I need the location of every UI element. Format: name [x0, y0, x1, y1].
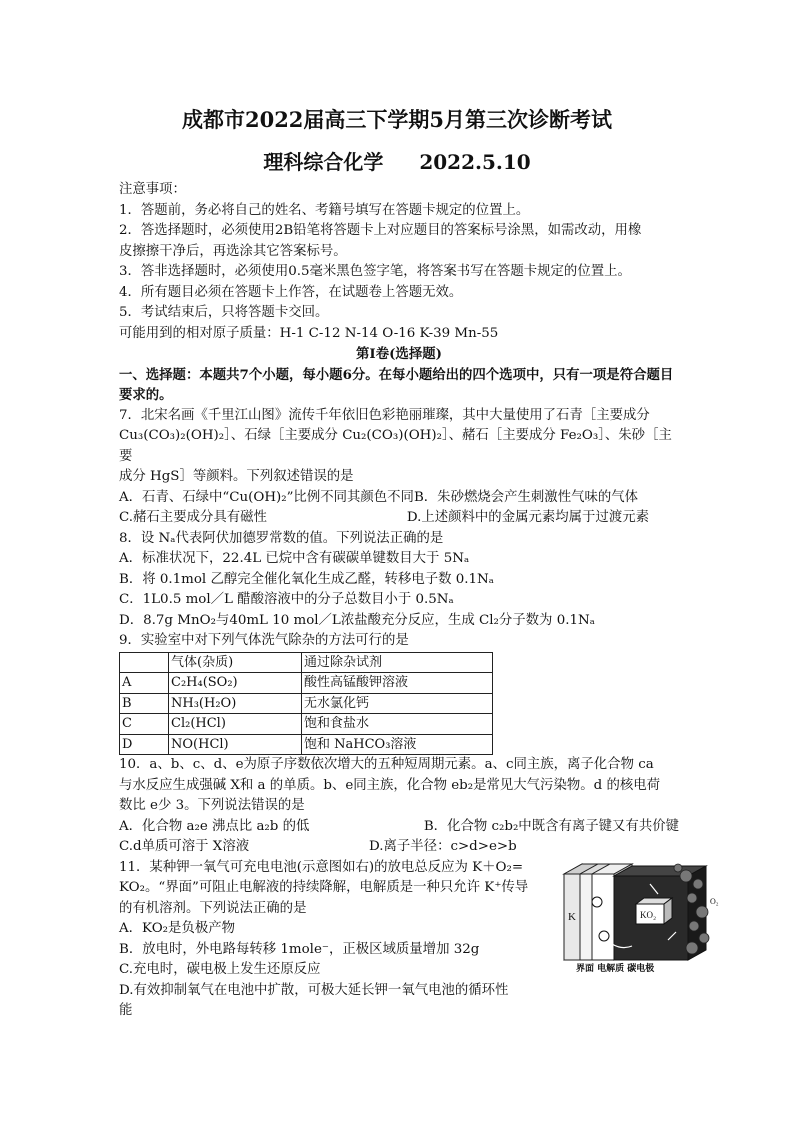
- table-cell: 饱和 NaHCO₃溶液: [302, 734, 493, 755]
- q7-options-row-2: [119, 508, 679, 529]
- table-cell: D: [120, 734, 169, 755]
- table-header-row: [120, 652, 493, 673]
- note-line: 1．答题前，务必将自己的姓名、考籍号填写在答题卡规定的位置上。: [119, 202, 530, 218]
- q11-stem-line: 11．某种钾一氧气可充电电池(示意图如右)的放电总反应为 K＋O₂=: [119, 859, 524, 875]
- q10-option-a: A．化合物 a₂e 沸点比 a₂b 的低: [119, 818, 310, 834]
- note-line: 2．答选择题时，必须使用2B铅笔将答题卡上对应题目的答案标号涂黑，如需改动，用橡: [119, 223, 642, 238]
- table-row: [120, 734, 493, 755]
- q10-stem-line: 与水反应生成强碱 X和 a 的单质。b、e同主族，化合物 eb₂是常见大气污染物。d 的核电荷: [119, 777, 661, 793]
- q11-option-d-line: D.有效抑制氧气在电池中扩散，可极大延长钾一氧气电池的循环性: [119, 982, 509, 998]
- exam-subtitle: [0, 146, 794, 175]
- q10-stem-line: 10．a、b、c、d、e为原子序数依次增大的五种短周期元素。a、c同主族，离子化合物 ca: [119, 757, 654, 772]
- q7-stem-line: Cu₃(CO₃)₂(OH)₂］、石绿［主要成分 Cu₂(CO₃)(OH)₂］、赭石［主要成分 Fe₂O₃］、朱砂［主要: [119, 428, 672, 464]
- q7-options-row-1: [119, 488, 679, 509]
- q10-option-c: C.d单质可溶于 X溶液: [119, 839, 250, 854]
- q10-option-d: D.离子半径：c>d>e>b: [369, 839, 517, 854]
- q9-stem: 9．实验室中对下列气体洗气除杂的方法可行的是: [119, 633, 409, 648]
- q11-option-c: C.充电时，碳电极上发生还原反应: [119, 962, 321, 977]
- q7-option-c: C.赭石主要成分具有磁性: [119, 510, 267, 525]
- label-k: K: [568, 911, 576, 923]
- table-row: [120, 693, 493, 714]
- q11-option-d-line: 能: [119, 1003, 133, 1018]
- exam-date: 2022.5.10: [419, 150, 531, 174]
- q9-table: [119, 652, 493, 756]
- table-cell: 无水氯化钙: [302, 693, 493, 714]
- q10-stem-line: 数比 e少 3。下列说法错误的是: [119, 798, 305, 813]
- table-cell: A: [120, 673, 169, 694]
- table-cell: 酸性高锰酸钾溶液: [302, 673, 493, 694]
- atomic-masses: 可能用到的相对原子质量：H-1 C-12 N-14 O-16 K-39 Mn-55: [119, 325, 499, 341]
- q7-option-a: A．石青、石绿中“Cu(OH)₂”比例不同其颜色不同: [119, 489, 414, 505]
- label-o2: O₂: [710, 897, 719, 906]
- note-line: 3．答非选择题时，必须使用0.5毫米黑色签字笔，将答案书写在答题卡规定的位置上。: [119, 264, 631, 279]
- table-header-cell: 通过除杂试剂: [302, 652, 493, 673]
- note-line: 皮擦擦干净后，再选涂其它答案标号。: [119, 243, 347, 259]
- q11-stem-line: KO₂。“界面”可阻止电解液的持续降解，电解质是一种只允许 K⁺传导: [119, 880, 529, 895]
- q7-stem-line: 成分 HgS］等颜料。下列叙述错误的是: [119, 469, 354, 484]
- table-cell: C: [120, 714, 169, 735]
- section-instruction: 一、选择题：本题共7个小题，每小题6分。在每小题给出的四个选项中，只有一项是符合题目要求的。: [119, 366, 674, 403]
- q11-option-b: B．放电时，外电路每转移 1mole⁻，正极区域质量增加 32g: [119, 941, 480, 957]
- q10-option-b: B．化合物 c₂b₂中既含有离子键又有共价键: [423, 818, 679, 834]
- q7-option-b: B．朱砂燃烧会产生刺激性气味的气体: [413, 489, 639, 505]
- note-line: 4．所有题目必须在答题卡上作答，在试题卷上答题无效。: [119, 284, 463, 300]
- q8-option-c: C．1L0.5 mol／L 醋酸溶液中的分子总数目小于 0.5Nₐ: [119, 592, 454, 607]
- notes-heading: 注意事项：: [119, 182, 186, 197]
- table-cell: B: [120, 693, 169, 714]
- note-line: 5．考试结束后，只将答题卡交回。: [119, 305, 329, 320]
- q7-stem-line: 7．北宋名画《千里江山图》流传千年依旧色彩艳丽璀璨，其中大量使用了石青［主要成分: [119, 407, 650, 423]
- table-cell: NO(HCl): [169, 734, 302, 755]
- q10-options-row-1: [119, 817, 679, 838]
- q7-option-d: D.上述颜料中的金属元素均属于过渡元素: [406, 510, 649, 525]
- table-header-cell: [120, 652, 169, 673]
- q11-stem-line: 的有机溶剂。下列说法正确的是: [119, 900, 307, 916]
- q8-option-a: A．标准状况下，22.4L 已烷中含有碳碳单键数目大于 5Nₐ: [119, 551, 470, 566]
- exam-title: 成都市2022届高三下学期5月第三次诊断考试: [181, 107, 613, 132]
- q8-stem: 8．设 Nₐ代表阿伏加德罗常数的值。下列说法正确的是: [119, 530, 444, 546]
- subject-label: 理科综合化学: [263, 150, 384, 174]
- table-row: [120, 714, 493, 735]
- table-cell: NH₃(H₂O): [169, 693, 302, 714]
- battery-diagram: [552, 854, 722, 974]
- figure-caption: 界面 电解质 碳电极: [576, 964, 655, 974]
- table-cell: 饱和食盐水: [302, 714, 493, 735]
- q8-option-b: B．将 0.1mol 乙醇完全催化氧化生成乙醛，转移电子数 0.1Nₐ: [119, 571, 494, 587]
- q11-option-a: A．KO₂是负极产物: [119, 921, 236, 936]
- table-cell: Cl₂(HCl): [169, 714, 302, 735]
- table-row: [120, 673, 493, 694]
- section-title: 第Ⅰ卷(选择题): [356, 346, 442, 362]
- q8-option-d: D．8.7g MnO₂与40mL 10 mol／L浓盐酸充分反应，生成 Cl₂分子数为 0.1Nₐ: [119, 612, 595, 628]
- label-ko2: KO₂: [640, 910, 657, 920]
- table-cell: C₂H₄(SO₂): [169, 673, 302, 694]
- table-header-cell: 气体(杂质): [169, 652, 302, 673]
